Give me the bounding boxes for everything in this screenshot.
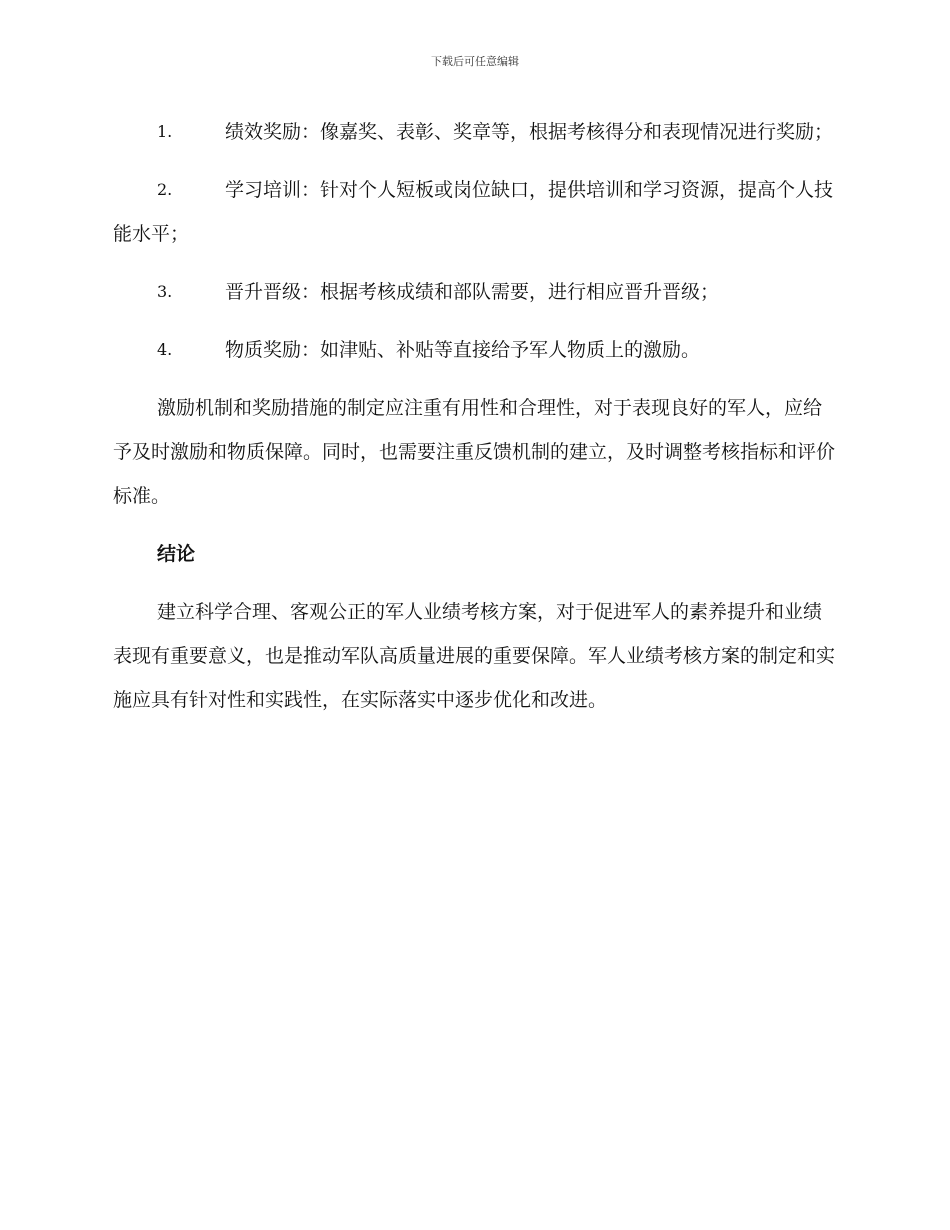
page-header: 下载后可任意编辑 <box>431 55 519 68</box>
list-item-text: 晋升晋级：根据考核成绩和部队需要，进行相应晋升晋级； <box>225 281 720 303</box>
list-item-text: 物质奖励：如津贴、补贴等直接给予军人物质上的激励。 <box>225 339 701 361</box>
section-heading: 结论 <box>157 543 196 565</box>
body-paragraph: 激励机制和奖励措施的制定应注重有用性和合理性，对于表现良好的军人，应给予及时激励和物质保障。同时，也需要注重反馈机制的建立，及时调整考核指标和评价标准。 <box>113 397 836 507</box>
list-item-text: 绩效奖励：像嘉奖、表彰、奖章等，根据考核得分和表现情况进行奖励； <box>225 121 834 143</box>
list-item <box>113 110 835 154</box>
document-body <box>113 110 835 736</box>
list-number: 1. <box>157 122 173 141</box>
list-item <box>113 270 835 314</box>
list-number: 2. <box>157 180 173 199</box>
list-item <box>113 328 835 372</box>
list-item-text: 学习培训：针对个人短板或岗位缺口，提供培训和学习资源，提高个人技能水平； <box>113 179 834 245</box>
list-number: 3. <box>157 282 173 301</box>
list-item <box>113 168 835 256</box>
conclusion-paragraph: 建立科学合理、客观公正的军人业绩考核方案，对于促进军人的素养提升和业绩表现有重要意义，也是推动军队高质量进展的重要保障。军人业绩考核方案的制定和实施应具有针对性和实践性，在实际落实中逐步优化和改进。 <box>113 601 836 711</box>
list-number: 4. <box>157 340 173 359</box>
